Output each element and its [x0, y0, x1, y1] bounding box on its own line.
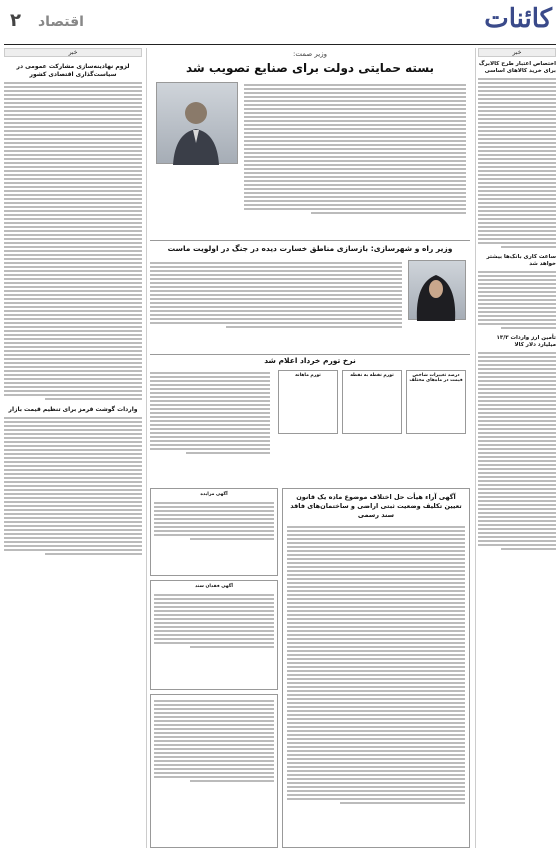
right-column — [478, 48, 556, 848]
page-section-title: اقتصاد — [38, 14, 84, 30]
legal-notice-body — [283, 526, 469, 804]
top-story-body — [244, 82, 466, 216]
left-section-tag: خبر — [4, 48, 142, 57]
right-body-3 — [478, 352, 556, 550]
ad-block-3-body — [151, 695, 277, 787]
story3-body — [150, 370, 270, 456]
left-bottom-headline: واردات گوشت قرمز برای تنظیم قیمت بازار — [8, 406, 138, 413]
left-column-divider — [146, 48, 147, 848]
masthead — [4, 4, 556, 44]
ad-block-1-title: آگهی مزایده — [200, 492, 228, 497]
story2-rule — [150, 240, 470, 241]
center-story-2 — [150, 244, 470, 352]
story3-headline: نرخ تورم خرداد اعلام شد — [264, 356, 356, 365]
minister-2-photo — [408, 260, 466, 320]
portrait-figure-2 — [407, 261, 465, 321]
center-top-story — [150, 48, 470, 238]
right-body-1 — [478, 78, 556, 248]
ad-block-3 — [150, 694, 278, 848]
ad-block-2-body — [151, 594, 277, 648]
inflation-box-2-title: تورم نقطه به نقطه — [350, 373, 394, 378]
inflation-box-2 — [342, 370, 402, 434]
portrait-figure — [155, 83, 237, 165]
ad-block-1-body — [151, 502, 277, 540]
right-headline: اختصاص اعتبار طرح کالابرگ برای خرید کالاهای اساسی — [478, 61, 556, 74]
right-subhead-1: ساعت کاری بانک‌ها بیشتر خواهد شد — [486, 254, 556, 267]
left-bottom-body — [4, 417, 142, 555]
legal-notice — [282, 488, 470, 848]
inflation-box-1-title: درصد تغییرات شاخص قیمت در ماه‌های مختلف — [409, 373, 463, 383]
story3-rule — [150, 354, 470, 355]
masthead-logo: کائنات — [484, 4, 552, 34]
ad-block-2-title: آگهی فقدان سند — [195, 584, 233, 589]
ad-block-2 — [150, 580, 278, 690]
left-headline: لزوم نهادینه‌سازی مشارکت عمومی در سیاست‌گذاری اقتصادی کشور — [16, 63, 130, 78]
main-headline: بسته حمایتی دولت برای صنایع تصویب شد — [185, 61, 435, 75]
story2-headline: وزیر راه و شهرسازی: بازسازی مناطق خسارت دیده در جنگ در اولویت ماست — [167, 244, 453, 253]
right-subhead-2: تأمین ارز واردات ۱۳/۳ میلیارد دلار کالا — [496, 335, 556, 348]
right-section-tag: خبر — [478, 48, 556, 57]
right-column-divider — [475, 48, 476, 848]
inflation-box-3-title: تورم ماهانه — [295, 373, 321, 378]
center-story-3 — [150, 356, 470, 484]
page-number: ۲ — [10, 10, 21, 31]
inflation-box-3 — [278, 370, 338, 434]
legal-notice-headline: آگهی آراء هیأت حل اختلاف موضوع ماده یک قانون تعیین تکلیف وضعیت ثبتی اراضی و ساختمان‌های فاقد سند رسمی — [290, 493, 462, 519]
left-body — [4, 82, 142, 400]
kicker: وزیر صمت: — [292, 50, 328, 58]
inflation-box-1 — [406, 370, 466, 434]
ad-block-1 — [150, 488, 278, 576]
masthead-rule — [4, 44, 556, 45]
minister-photo — [156, 82, 238, 164]
right-body-2 — [478, 271, 556, 329]
story2-body — [150, 260, 402, 330]
left-column — [4, 48, 142, 848]
